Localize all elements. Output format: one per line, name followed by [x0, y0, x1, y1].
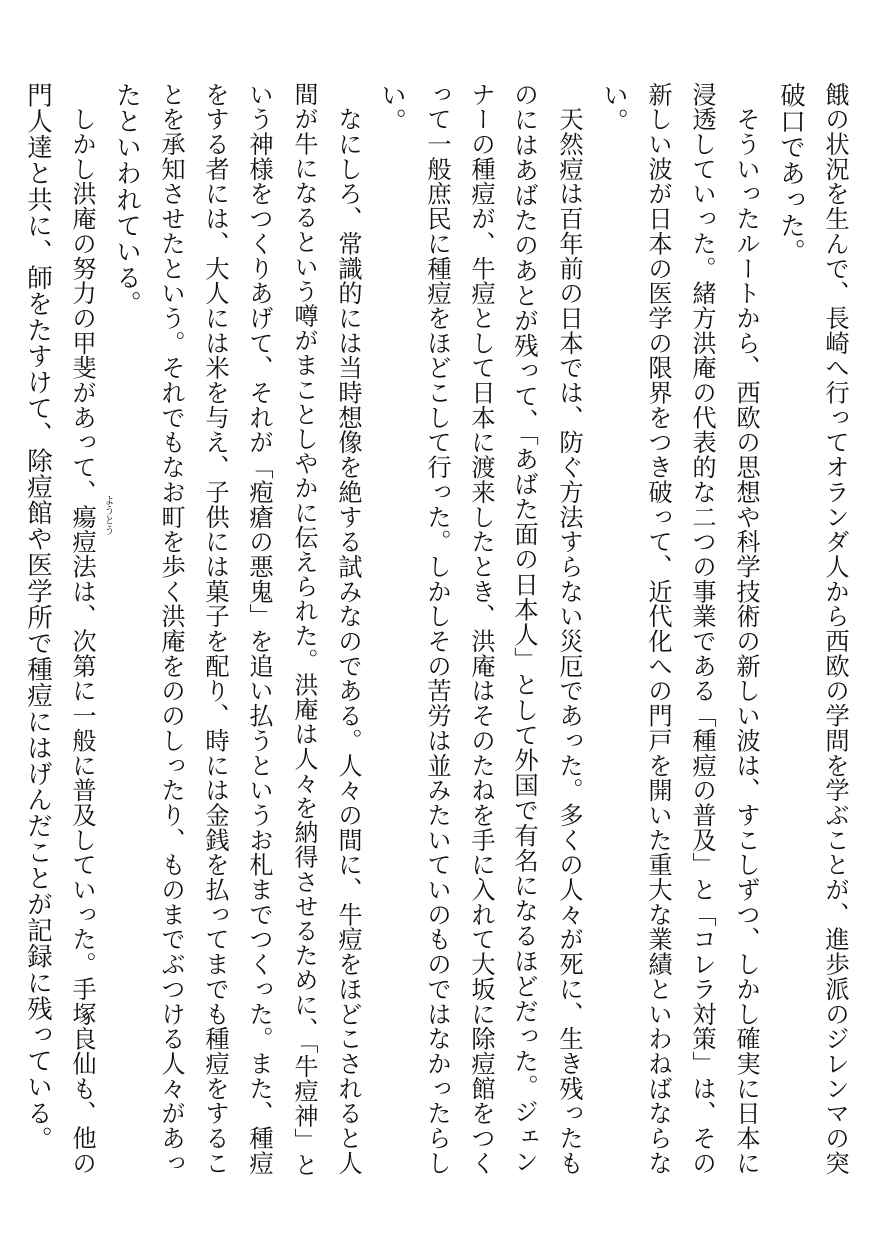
text-column-14: いう神様をつくりあげて、それが「疱瘡の悪鬼」を追い払うというお札までつくった。また、種痘: [245, 82, 274, 1176]
text-column-13: 間が牛になるという噂がまことしやかに伝えられた。洪庵は人々を納得させるために、「牛痘神」と: [290, 82, 318, 1177]
text-column-18: しかし洪庵の努力の甲斐があって、瘍痘法は、次第に一般に普及していった。手塚良仙も、他の: [68, 82, 97, 1176]
text-column-6: い。: [599, 82, 629, 135]
text-column-19: 門人達と共に、師をたすけて、除痘館や医学所で種痘にはげんだことが記録に残っている。: [23, 82, 53, 1153]
text-column-7: 天然痘は百年前の日本では、防ぐ方法すらない災厄であった。多くの人々が死に、生き残ったも: [555, 82, 584, 1176]
text-column-1: 餓の状況を生んで、長崎へ行ってオランダ人から西欧の学問を学ぶことが、進歩派のジレンマの突: [821, 82, 850, 1176]
text-column-11: い。: [377, 82, 407, 135]
text-column-10: って一般庶民に種痘をほどこして行った。しかしその苦労は並みたいていのものではなかったらし: [423, 82, 452, 1176]
text-column-4: 浸透していった。緒方洪庵の代表的な二つの事業である「種痘の普及」と「コレラ対策」は、その: [688, 82, 717, 1176]
text-column-8: のにはあばたのあとが残って、「あばた面の日本人」として外国で有名になるほどだった。ジェン: [511, 82, 540, 1175]
text-column-2: 破口であった。: [776, 82, 806, 265]
text-column-5: 新しい波が日本の医学の限界をつき破って、近代化への門戸を開いた重大な業績といわねばならな: [644, 82, 673, 1176]
furigana-annotation: ようとう: [102, 495, 113, 535]
text-column-17: たといわれている。: [112, 82, 142, 317]
text-column-9: ナーの種痘が、牛痘として日本に渡来したとき、洪庵はそのたねを手に入れて大坂に除痘館をつく: [467, 82, 496, 1176]
text-column-12: なにしろ、常識的には当時想像を絶する試みなのである。人々の間に、牛痘をほどこされると人: [334, 82, 363, 1176]
text-column-16: とを承知させたという。それでもなお町を歩く洪庵をののしったり、ものまでぶつける人々があっ: [157, 82, 186, 1176]
text-column-3: そういったルートから、西欧の思想や科学技術の新しい波は、すこしずつ、しかし確実に日本に: [732, 82, 761, 1176]
text-column-15: をする者には、大人には米を与え、子供には菓子を配り、時には金銭を払ってまでも種痘をするこ: [201, 82, 230, 1176]
